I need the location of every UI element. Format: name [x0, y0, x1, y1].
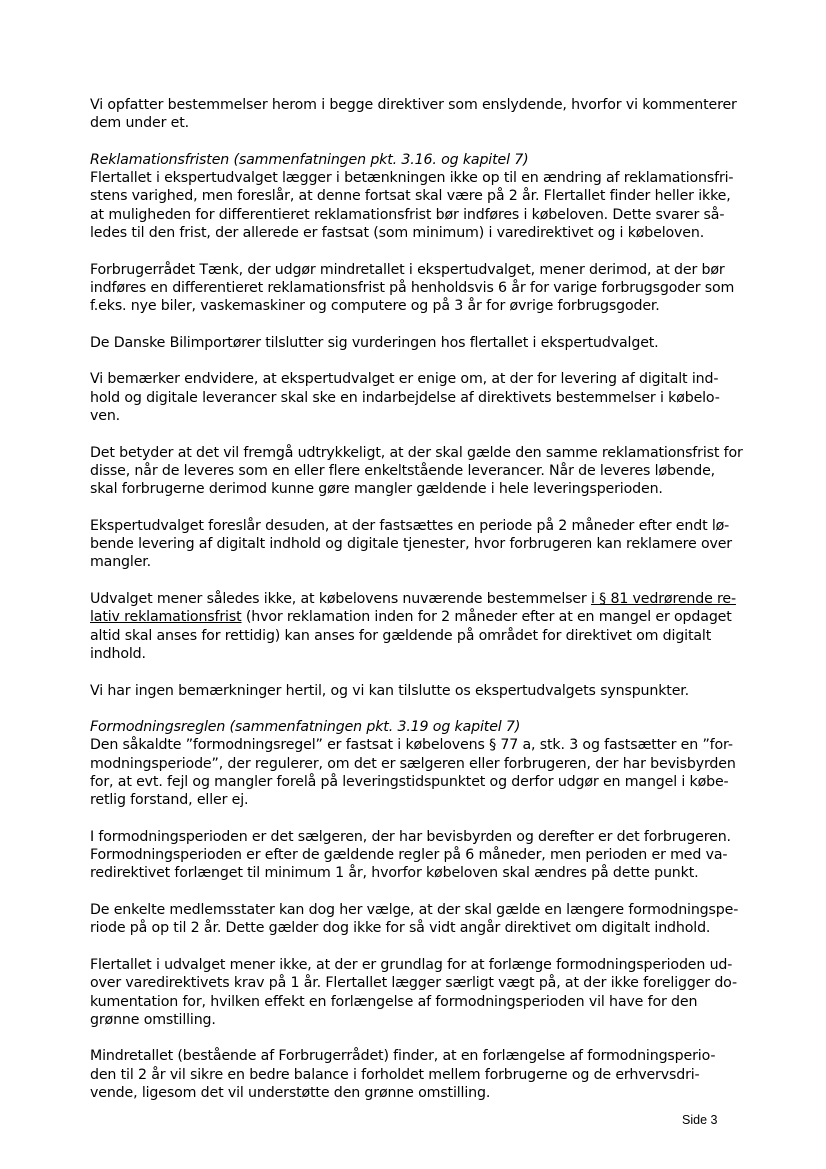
- paragraph-to-maaneder: [90, 517, 730, 572]
- text-segment: Udvalget mener således ikke, at købelovens nuværende bestemmelser: [90, 591, 591, 608]
- paragraph-mindretal: [90, 261, 735, 316]
- paragraph-formodningsperiode: [90, 828, 730, 883]
- text-line: for, at evt. fejl og mangler forelå på leveringstidspunktet og derfor udgør en mangel i købe-: [90, 773, 729, 790]
- paragraph-leverancer: [90, 444, 743, 499]
- text-line: Den såkaldte ”formodningsregel” er fastsat i købelovens § 77 a, stk. 3 og fastsætter en ”for-: [90, 737, 733, 754]
- paragraph-intro: [90, 96, 737, 133]
- paragraph-flertallet: [90, 956, 737, 1029]
- text-line: I formodningsperioden er det sælgeren, der har bevisbyrden og derefter er det forbrugeren.: [90, 828, 731, 845]
- text-line: skal forbrugerne derimod kunne gøre mangler gældende i hele leveringsperioden.: [90, 481, 663, 498]
- paragraph-koebeloven-81: [90, 590, 736, 663]
- text-line: modningsperiode”, der regulerer, om det er sælgeren eller forbrugeren, der har bevisbyrden: [90, 755, 736, 772]
- link-paragraf-81[interactable]: i § 81 vedrørende re-: [590, 591, 736, 608]
- text-line: De Danske Bilimportører tilslutter sig vurderingen hos flertallet i ekspertudvalget.: [90, 334, 659, 351]
- text-line: stens varighed, men foreslår, at denne fortsat skal være på 2 år. Flertallet finder heller ikke,: [90, 188, 731, 205]
- text-line: redirektivet forlænget til minimum 1 år, hvorfor købeloven skal ændres på dette punkt.: [90, 865, 699, 882]
- link-relativ-reklamationsfrist[interactable]: lativ reklamationsfrist: [90, 609, 242, 626]
- text-line: Vi har ingen bemærkninger hertil, og vi kan tilslutte os ekspertudvalgets synspunkter.: [90, 682, 690, 699]
- paragraph-medlemsstater: [90, 901, 739, 938]
- text-line: indhold.: [90, 645, 146, 662]
- text-segment: (hvor reklamation inden for 2 måneder efter at en mangel er opdaget: [241, 609, 732, 626]
- text-line: f.eks. nye biler, vaskemaskiner og computere og på 3 år for øvrige forbrugsgoder.: [90, 298, 660, 315]
- paragraph-reklamationsfrist: [90, 151, 734, 242]
- page-number: Side 3: [682, 1113, 718, 1127]
- text-line: dem under et.: [90, 115, 189, 132]
- text-line: Formodningsperioden er efter de gældende regler på 6 måneder, men perioden er med va-: [90, 847, 728, 864]
- text-line: Forbrugerrådet Tænk, der udgør mindretallet i ekspertudvalget, mener derimod, at der bør: [90, 261, 725, 278]
- text-line: over varedirektivets krav på 1 år. Flertallet lægger særligt vægt på, at der ikke foreligger do-: [90, 975, 737, 992]
- text-line: grønne omstilling.: [90, 1011, 216, 1028]
- text-line: disse, når de leveres som en eller flere enkeltstående leverancer. Når de leveres løbende,: [90, 462, 716, 479]
- text-line: indføres en differentieret reklamationsfrist på henholdsvis 6 år for varige forbrugsgoder som: [90, 279, 735, 296]
- text-line: bende levering af digitalt indhold og digitale tjenester, hvor forbrugeren kan reklamere over: [90, 536, 732, 553]
- section-heading-formodningsreglen: Formodningsreglen (sammenfatningen pkt. 3.19 og kapitel 7): [90, 719, 521, 736]
- paragraph-mindretallet: [90, 1047, 730, 1102]
- paragraph-ingen-bemaerkninger: [90, 682, 730, 700]
- body-text: [90, 96, 743, 1121]
- text-line: ledes til den frist, der allerede er fastsat (som minimum) i varedirektivet og i købeloven.: [90, 225, 705, 242]
- text-line: hold og digitale leverancer skal ske en indarbejdelse af direktivets bestemmelser i købelo-: [90, 389, 720, 406]
- text-line: Det betyder at det vil fremgå udtrykkeligt, at der skal gælde den samme reklamationsfrist for: [90, 444, 743, 461]
- text-line: riode på op til 2 år. Dette gælder dog ikke for så vidt angår direktivet om digitalt indhold.: [90, 920, 711, 937]
- text-line: Vi bemærker endvidere, at ekspertudvalget er enige om, at der for levering af digitalt ind-: [90, 371, 719, 388]
- text-line: Ekspertudvalget foreslår desuden, at der fastsættes en periode på 2 måneder efter endt lø-: [90, 517, 730, 534]
- text-line: kumentation for, hvilken effekt en forlængelse af formodningsperioden vil have for den: [90, 993, 698, 1010]
- text-line: Flertallet i udvalget mener ikke, at der er grundlag for at forlænge formodningsperioden ud-: [90, 956, 733, 973]
- paragraph-bilimportoerer: [90, 334, 730, 352]
- text-line: Mindretallet (bestående af Forbrugerrådet) finder, at en forlængelse af formodningsperio-: [90, 1048, 716, 1065]
- text-line: De enkelte medlemsstater kan dog her vælge, at der skal gælde en længere formodningspe-: [90, 902, 739, 919]
- text-line: at muligheden for differentieret reklamationsfrist bør indføres i købeloven. Dette svarer så-: [90, 206, 725, 223]
- paragraph-digitalt-indhold: [90, 370, 730, 425]
- text-line: ven.: [90, 408, 121, 425]
- paragraph-formodningsregel: [90, 718, 736, 809]
- text-line: [90, 608, 730, 626]
- text-line: Flertallet i ekspertudvalget lægger i betænkningen ikke op til en ændring af reklamationsfri-: [90, 170, 734, 187]
- text-line: [90, 590, 736, 608]
- text-line: altid skal anses for rettidig) kan anses for gældende på området for direktivet om digitalt: [90, 627, 712, 644]
- text-line: mangler.: [90, 554, 152, 571]
- text-line: den til 2 år vil sikre en bedre balance i forholdet mellem forbrugerne og de erhvervsdri-: [90, 1066, 700, 1083]
- text-line: vende, ligesom det vil understøtte den grønne omstilling.: [90, 1085, 491, 1102]
- section-heading-reklamationsfristen: Reklamationsfristen (sammenfatningen pkt. 3.16. og kapitel 7): [90, 151, 529, 168]
- text-line: retlig forstand, eller ej.: [90, 792, 249, 809]
- text-line: Vi opfatter bestemmelser herom i begge direktiver som enslydende, hvorfor vi kommenterer: [90, 97, 737, 113]
